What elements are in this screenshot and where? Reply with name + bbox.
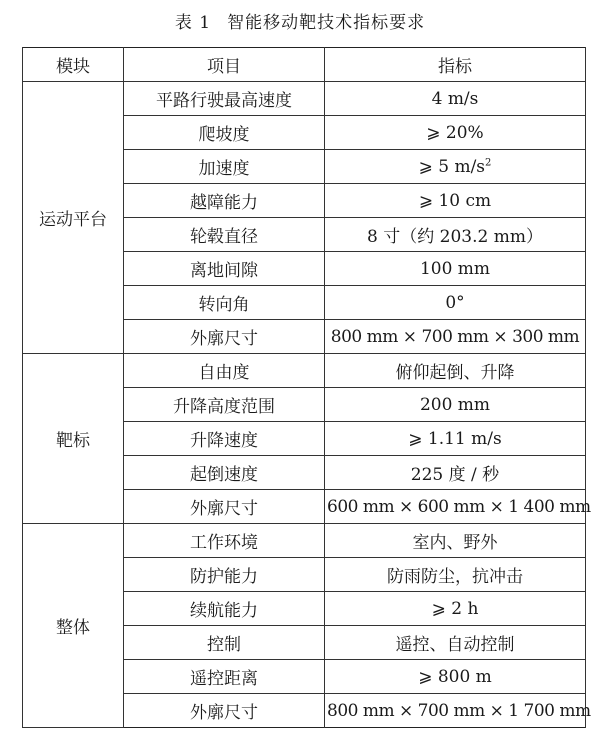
value-cell: ⩾ 800 m <box>325 660 586 694</box>
module-cell: 靶标 <box>23 354 124 524</box>
item-cell: 爬坡度 <box>124 116 325 150</box>
table-title: 智能移动靶技术指标要求 <box>227 13 426 33</box>
value-cell <box>325 150 586 184</box>
table-row <box>23 354 586 388</box>
item-cell: 起倒速度 <box>124 456 325 490</box>
value-cell: ⩾ 20% <box>325 116 586 150</box>
item-cell: 外廓尺寸 <box>124 320 325 354</box>
item-cell: 平路行驶最高速度 <box>124 82 325 116</box>
value-superscript: 2 <box>485 156 492 168</box>
module-cell: 运动平台 <box>23 82 124 354</box>
header-value: 指标 <box>325 48 586 82</box>
value-cell: ⩾ 10 cm <box>325 184 586 218</box>
value-cell: 225 度 / 秒 <box>325 456 586 490</box>
value-cell: 100 mm <box>325 252 586 286</box>
table-row <box>23 524 586 558</box>
table-row <box>23 82 586 116</box>
value-cell: 200 mm <box>325 388 586 422</box>
item-cell: 控制 <box>124 626 325 660</box>
module-cell: 整体 <box>23 524 124 728</box>
header-item: 项目 <box>124 48 325 82</box>
value-cell: 8 寸（约 203.2 mm） <box>325 218 586 252</box>
value-text: ⩾ 5 m/s <box>418 156 486 177</box>
item-cell: 外廓尺寸 <box>124 490 325 524</box>
value-cell: 室内、野外 <box>325 524 586 558</box>
item-cell: 加速度 <box>124 150 325 184</box>
item-cell: 防护能力 <box>124 558 325 592</box>
item-cell: 轮毂直径 <box>124 218 325 252</box>
item-cell: 续航能力 <box>124 592 325 626</box>
header-row <box>23 48 586 82</box>
value-cell: 600 mm × 600 mm × 1 400 mm <box>325 490 586 524</box>
value-cell: 800 mm × 700 mm × 300 mm <box>325 320 586 354</box>
value-cell: 防雨防尘，抗冲击 <box>325 558 586 592</box>
item-cell: 外廓尺寸 <box>124 694 325 728</box>
header-module: 模块 <box>23 48 124 82</box>
spec-table <box>22 47 591 728</box>
value-cell: ⩾ 1.11 m/s <box>325 422 586 456</box>
value-cell: 俯仰起倒、升降 <box>325 354 586 388</box>
item-cell: 转向角 <box>124 286 325 320</box>
item-cell: 升降高度范围 <box>124 388 325 422</box>
value-cell: 800 mm × 700 mm × 1 700 mm <box>325 694 586 728</box>
item-cell: 遥控距离 <box>124 660 325 694</box>
table-number: 表 1 <box>174 13 212 33</box>
item-cell: 自由度 <box>124 354 325 388</box>
item-cell: 离地间隙 <box>124 252 325 286</box>
table-caption <box>0 8 600 32</box>
item-cell: 越障能力 <box>124 184 325 218</box>
value-cell: 0° <box>325 286 586 320</box>
item-cell: 工作环境 <box>124 524 325 558</box>
value-cell: 4 m/s <box>325 82 586 116</box>
value-cell: ⩾ 2 h <box>325 592 586 626</box>
item-cell: 升降速度 <box>124 422 325 456</box>
value-cell: 遥控、自动控制 <box>325 626 586 660</box>
